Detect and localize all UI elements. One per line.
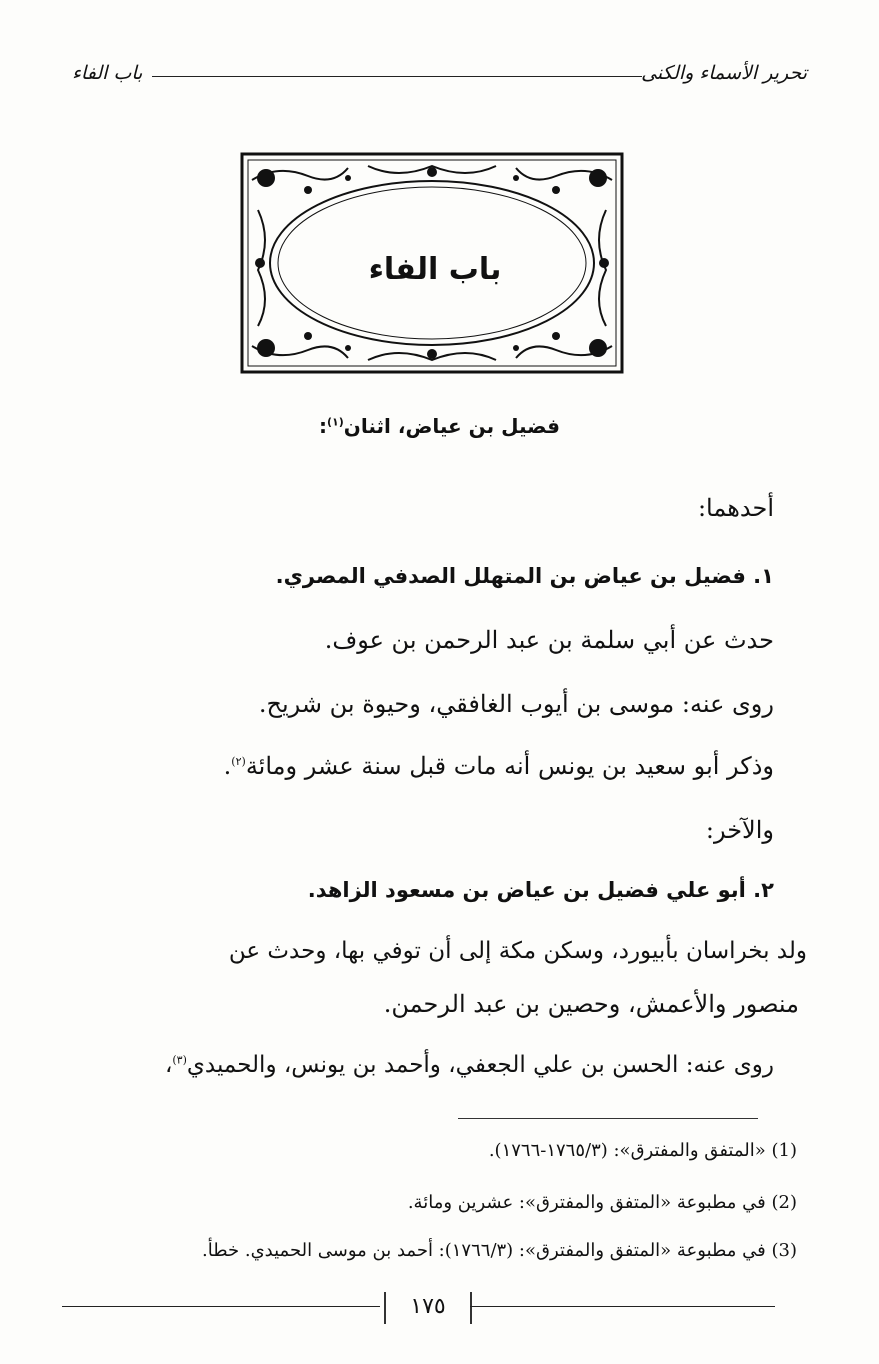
- footnote-1: (1) «المتفق والمفترق»: (١٧٦٥/٣-١٧٦٦).: [488, 1140, 797, 1161]
- item1-line3: [224, 752, 774, 780]
- entry-heading: [0, 414, 879, 438]
- running-header-book-title: تحرير الأسماء والكنى: [641, 62, 807, 84]
- item1-title: ١. فضيل بن عياض بن المتهلل الصدفي المصري.: [275, 564, 774, 588]
- item2-line3-end: ،: [164, 1052, 173, 1078]
- footnote-ref-3: (٣): [172, 1053, 187, 1067]
- chapter-title: باب الفاء: [368, 252, 502, 287]
- entry-heading-text: فضيل بن عياض، اثنان: [343, 414, 560, 438]
- entry-heading-colon: :: [319, 414, 328, 438]
- item2-title: ٢. أبو علي فضيل بن عياض بن مسعود الزاهد.: [307, 878, 774, 902]
- header-rule: [152, 76, 642, 77]
- first-label: أحدهما:: [697, 494, 774, 522]
- footer-rule-right: [470, 1306, 775, 1307]
- item1-line3-text: وذكر أبو سعيد بن يونس أنه مات قبل سنة عشر ومائة: [245, 752, 774, 780]
- item2-line3: [165, 1052, 774, 1078]
- item1-line3-end: .: [223, 752, 232, 780]
- item2-line3-text: روى عنه: الحسن بن علي الجعفي، وأحمد بن يونس، والحميدي: [186, 1052, 774, 1078]
- item1-line2: روى عنه: موسى بن أيوب الغافقي، وحيوة بن شريح.: [258, 690, 774, 718]
- item1-line1: حدث عن أبي سلمة بن عبد الرحمن بن عوف.: [324, 626, 774, 654]
- footnote-ref-1: (١): [327, 415, 344, 429]
- footer-rule-left: [62, 1306, 380, 1307]
- item2-line2: منصور والأعمش، وحصين بن عبد الرحمن.: [383, 990, 799, 1018]
- footnote-separator: [458, 1118, 758, 1119]
- footnote-3: (3) في مطبوعة «المتفق والمفترق»: (١٧٦٦/٣): أحمد بن موسى الحميدي. خطأ.: [202, 1240, 797, 1261]
- page-number: ١٧٥: [384, 1292, 472, 1324]
- item2-line1: ولد بخراسان بأبيورد، وسكن مكة إلى أن توفي بها، وحدث عن: [228, 938, 807, 964]
- second-label: والآخر:: [705, 816, 774, 844]
- running-header-chapter: باب الفاء: [72, 62, 143, 84]
- footnote-2: (2) في مطبوعة «المتفق والمفترق»: عشرين ومائة.: [407, 1192, 797, 1213]
- footnote-ref-2: (٢): [231, 755, 246, 768]
